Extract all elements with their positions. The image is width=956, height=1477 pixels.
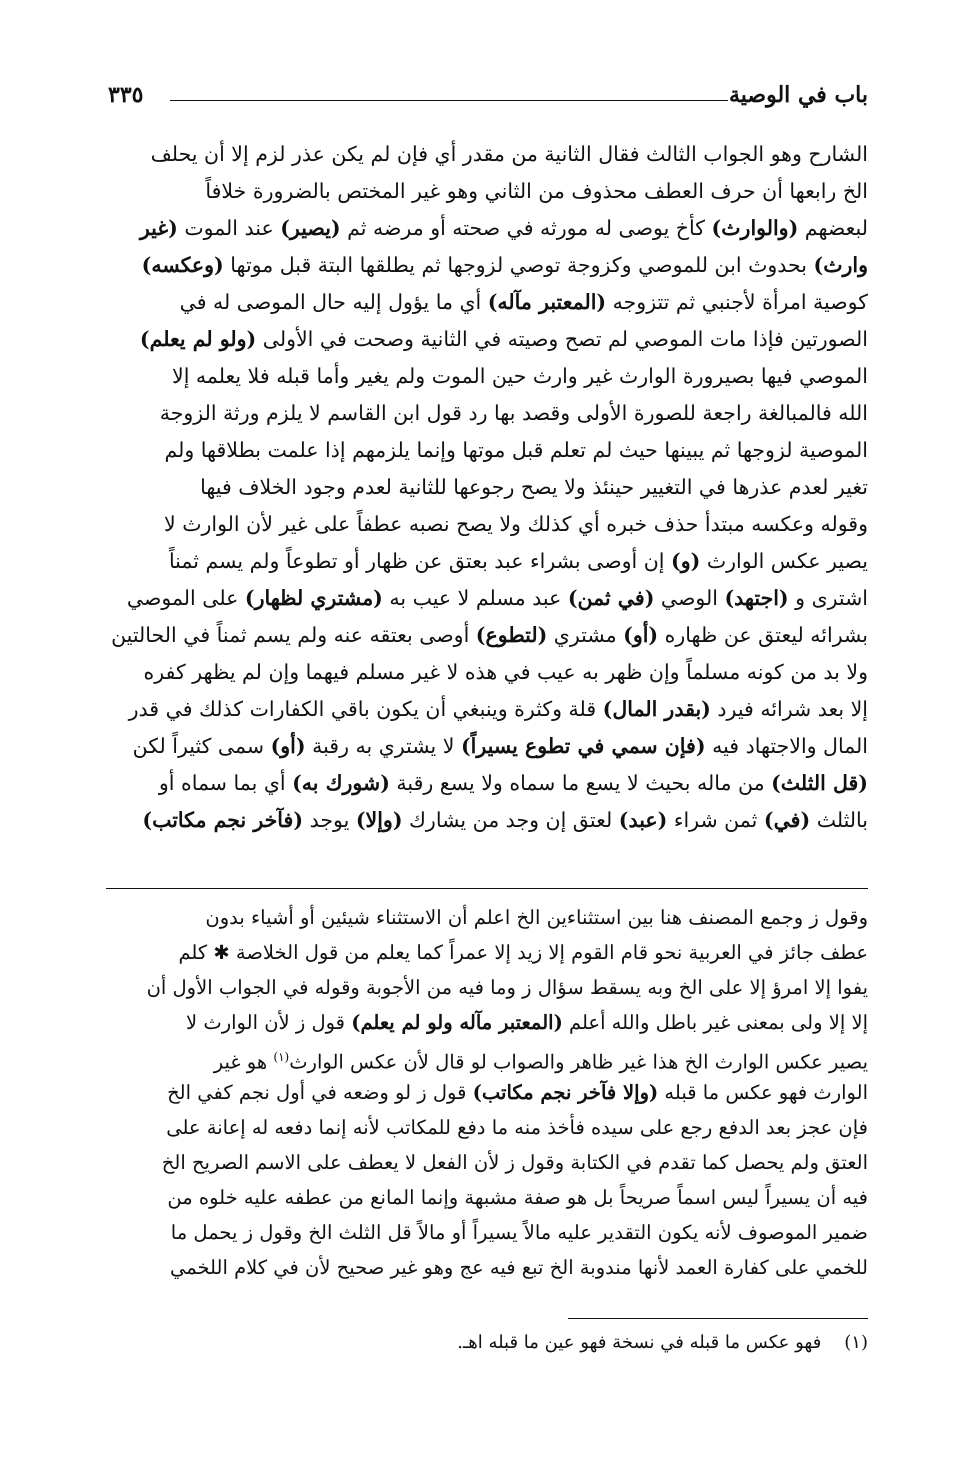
bold-quoted-phrase: (المعتبر مآله) — [487, 290, 607, 314]
main-text-line — [106, 728, 868, 765]
main-text-line — [106, 654, 868, 691]
text-segment: فإن عجز بعد الدفع رجع على سيده فأخذ منه ما دفع للمكاتب لأنه إنما دفعه له إعانة على — [166, 1116, 868, 1139]
text-segment: لا يشتري به رقبة — [305, 734, 461, 758]
text-segment: الله فالمبالغة راجعة للصورة الأولى وقصد بها رد قول ابن القاسم لا يلزم ورثة الزوجة — [159, 401, 868, 425]
text-segment: قلة وكثرة وينبغي أن يكون باقي الكفارات كذلك في قدر — [128, 697, 603, 721]
bold-quoted-phrase: (و) — [671, 549, 701, 573]
main-text-line — [106, 321, 868, 358]
bold-quoted-phrase: (وإلا فآخر نجم مكاتب) — [472, 1081, 659, 1104]
text-segment: يصير عكس الوارث — [700, 549, 868, 573]
bold-quoted-phrase: (مشتري لظهار) — [244, 586, 383, 610]
text-segment: مشتري — [547, 623, 624, 647]
text-segment: المال والاجتهاد فيه — [705, 734, 868, 758]
text-segment: لبعضهم — [798, 216, 868, 240]
text-segment: بحدوث ابن للموصي وكزوجة توصي لزوجها ثم يطلقها البتة قبل موتها — [223, 253, 814, 277]
main-text-line — [106, 173, 868, 210]
text-segment: إلا إلا ولى بمعنى غير باطل والله أعلم — [562, 1011, 868, 1034]
text-segment: يفوا إلا امرؤ إلا على الخ وبه يسقط سؤال ز وما فيه من الأجوبة وقوله في الجواب الأول أن — [146, 976, 868, 999]
text-segment: وقول ز وجمع المصنف هنا بين استثناءين الخ اعلم أن الاستثناء شيئين أو أشياء بدون — [205, 906, 868, 929]
text-segment: من ماله بحيث لا يسع ما سماه ولا يسع رقبة — [389, 771, 772, 795]
text-segment: تغير لعدم عذرها في التغيير حينئذ ولا يصح رجوعها للثانية لعدم وجود الخلاف فيها — [200, 475, 868, 499]
bold-quoted-phrase: (بقدر المال) — [602, 697, 711, 721]
bold-quoted-phrase: (في) — [763, 808, 811, 832]
footnote-reference: (١) — [273, 1050, 290, 1064]
main-text-line — [106, 691, 868, 728]
commentary-line — [106, 900, 868, 935]
text-segment: الموصي فيها بصيرورة الوارث غير وارث حين الموت ولم يغير وأما قبله فلا يعلمه إلا — [172, 364, 868, 388]
footnote-rule — [568, 1318, 868, 1319]
main-text-line — [106, 617, 868, 654]
text-segment: عطف جائز في العربية نحو قام القوم إلا زيد إلا عمراً كما يعلم من قول الخلاصة ✱ كلم — [178, 941, 868, 964]
text-segment: فيه أن يسيراً ليس اسماً صريحاً بل هو صفة مشبهة وإنما المانع من عطفه عليه خلوه من — [167, 1186, 868, 1209]
bold-quoted-phrase: (المعتبر مآله ولو لم يعلم) — [351, 1011, 563, 1034]
text-segment: يوجد — [303, 808, 356, 832]
bold-quoted-phrase: (قل الثلث) — [771, 771, 868, 795]
commentary-line — [106, 1075, 868, 1110]
bold-quoted-phrase: (غير — [139, 216, 178, 240]
bold-quoted-phrase: (أو) — [270, 734, 306, 758]
main-text-line — [106, 580, 868, 617]
footnote-text: فهو عكس ما قبله في نسخة فهو عين ما قبله اهـ. — [457, 1332, 822, 1353]
main-text-line — [106, 802, 868, 839]
page-number: ٣٣٥ — [108, 82, 144, 108]
text-segment: عبد مسلم لا عيب به — [382, 586, 568, 610]
text-segment: قول ز لأن الوارث لا — [186, 1011, 352, 1034]
commentary-divider — [106, 888, 868, 889]
text-segment: على الموصي — [126, 586, 245, 610]
header-rule — [170, 100, 728, 101]
text-segment: يصير عكس الوارث الخ هذا غير ظاهر والصواب لو قال لأن عكس الوارث — [289, 1050, 868, 1074]
footnote-marker: (١) — [844, 1332, 868, 1353]
commentary-line — [106, 1250, 868, 1285]
main-text-block — [106, 136, 868, 839]
text-segment: هو غير — [213, 1050, 274, 1074]
commentary-line — [106, 1215, 868, 1250]
commentary-line — [106, 1110, 868, 1145]
bold-quoted-phrase: (أو) — [623, 623, 659, 647]
text-segment: ضمير الموصوف لأنه يكون التقدير عليه مالاً يسيراً أو مالاً قل الثلث الخ وقول ز يحمل ما — [170, 1221, 868, 1244]
text-segment: وقوله وعكسه مبتدأ حذف خبره أي كذلك ولا يصح نصبه عطفاً على غير لأن الوارث لا — [163, 512, 868, 536]
text-segment: إن أوصى بشراء عبد بعتق عن ظهار أو تطوعاً ولم يسم ثمناً — [168, 549, 672, 573]
main-text-line — [106, 395, 868, 432]
footnote — [106, 1328, 868, 1358]
main-text-line — [106, 432, 868, 469]
commentary-line — [106, 1180, 868, 1215]
main-text-line — [106, 469, 868, 506]
main-text-line — [106, 765, 868, 802]
bold-quoted-phrase: (فإن سمي في تطوع يسيراً) — [460, 734, 706, 758]
text-segment: الوارث فهو عكس ما قبله — [658, 1081, 868, 1104]
main-text-line — [106, 284, 868, 321]
commentary-text-block — [106, 900, 868, 1285]
text-segment: عند الموت — [177, 216, 281, 240]
text-segment: الشارح وهو الجواب الثالث فقال الثانية من مقدر أي فإن لم يكن عذر لزم إلا أن يحلف — [150, 142, 868, 166]
main-text-line — [106, 210, 868, 247]
main-text-line — [106, 543, 868, 580]
text-segment: أي بما سماه أو — [158, 771, 293, 795]
bold-quoted-phrase: (شورك به) — [292, 771, 390, 795]
bold-quoted-phrase: (وإلا) — [355, 808, 403, 832]
text-segment: ثمن شراء — [667, 808, 764, 832]
running-header — [108, 82, 868, 114]
commentary-line — [106, 970, 868, 1005]
text-segment: سمى كثيراً لكن — [132, 734, 271, 758]
text-segment: الخ رابعها أن حرف العطف محذوف من الثاني وهو غير المختص بالضرورة خلافاً — [205, 179, 868, 203]
bold-quoted-phrase: (يصير) — [280, 216, 341, 240]
text-segment: العتق ولم يحصل كما تقدم في الكتابة وقول ز لأن الفعل لا يعطف على الاسم الصريح الخ — [161, 1151, 868, 1174]
text-segment: إلا بعد شرائه فيرد — [710, 697, 868, 721]
text-segment: للخمي على كفارة العمد لأنها مندوبة الخ تبع فيه عج وهو غير صحيح لأن في كلام اللخمي — [169, 1256, 868, 1279]
bold-quoted-phrase: (لتطوع) — [475, 623, 548, 647]
bold-quoted-phrase: (فآخر نجم مكاتب) — [142, 808, 304, 832]
main-text-line — [106, 247, 868, 284]
bold-quoted-phrase: (والوارث) — [711, 216, 799, 240]
bold-quoted-phrase: (في ثمن) — [567, 586, 655, 610]
text-segment: الموصية لزوجها ثم يبينها حيث لم تعلم قبل موتها وإنما يلزمهم إذا علمت بطلاقها ولم — [164, 438, 868, 462]
main-text-line — [106, 506, 868, 543]
text-segment: كوصية امرأة لأجنبي ثم تتزوجه — [606, 290, 868, 314]
bold-quoted-phrase: (وعكسه) — [141, 253, 224, 277]
bold-quoted-phrase: وارث) — [813, 253, 868, 277]
commentary-line — [106, 935, 868, 970]
commentary-line — [106, 1145, 868, 1180]
bold-quoted-phrase: (ولو لم يعلم) — [139, 327, 257, 351]
bold-quoted-phrase: (اجتهد) — [724, 586, 789, 610]
text-segment: بشرائه ليعتق عن ظهاره — [658, 623, 868, 647]
text-segment: قول ز لو وضعه في أول نجم كفي الخ — [167, 1081, 473, 1104]
text-segment: كأخ يوصى له مورثه في صحته أو مرضه ثم — [340, 216, 712, 240]
commentary-line — [106, 1005, 868, 1040]
bold-quoted-phrase: (عبد) — [618, 808, 668, 832]
text-segment: لعتق إن وجد من يشارك — [402, 808, 619, 832]
chapter-title: باب في الوصية — [728, 82, 868, 108]
text-segment: ولا بد من كونه مسلماً وإن ظهر به عيب في هذه لا غير مسلم فيهما وإن لم يظهر كفره — [143, 660, 868, 684]
text-segment: بالثلث — [810, 808, 868, 832]
main-text-line — [106, 136, 868, 173]
text-segment: الوصي — [654, 586, 725, 610]
main-text-line — [106, 358, 868, 395]
text-segment: الصورتين فإذا مات الموصي لم تصح وصيته في الثانية وصحت في الأولى — [256, 327, 868, 351]
commentary-line — [106, 1040, 868, 1075]
text-segment: أوصى بعتقه عنه ولم يسم ثمناً في الحالتين — [111, 623, 476, 647]
text-segment: اشترى و — [788, 586, 868, 610]
text-segment: أي ما يؤول إليه حال الموصى له في — [179, 290, 488, 314]
